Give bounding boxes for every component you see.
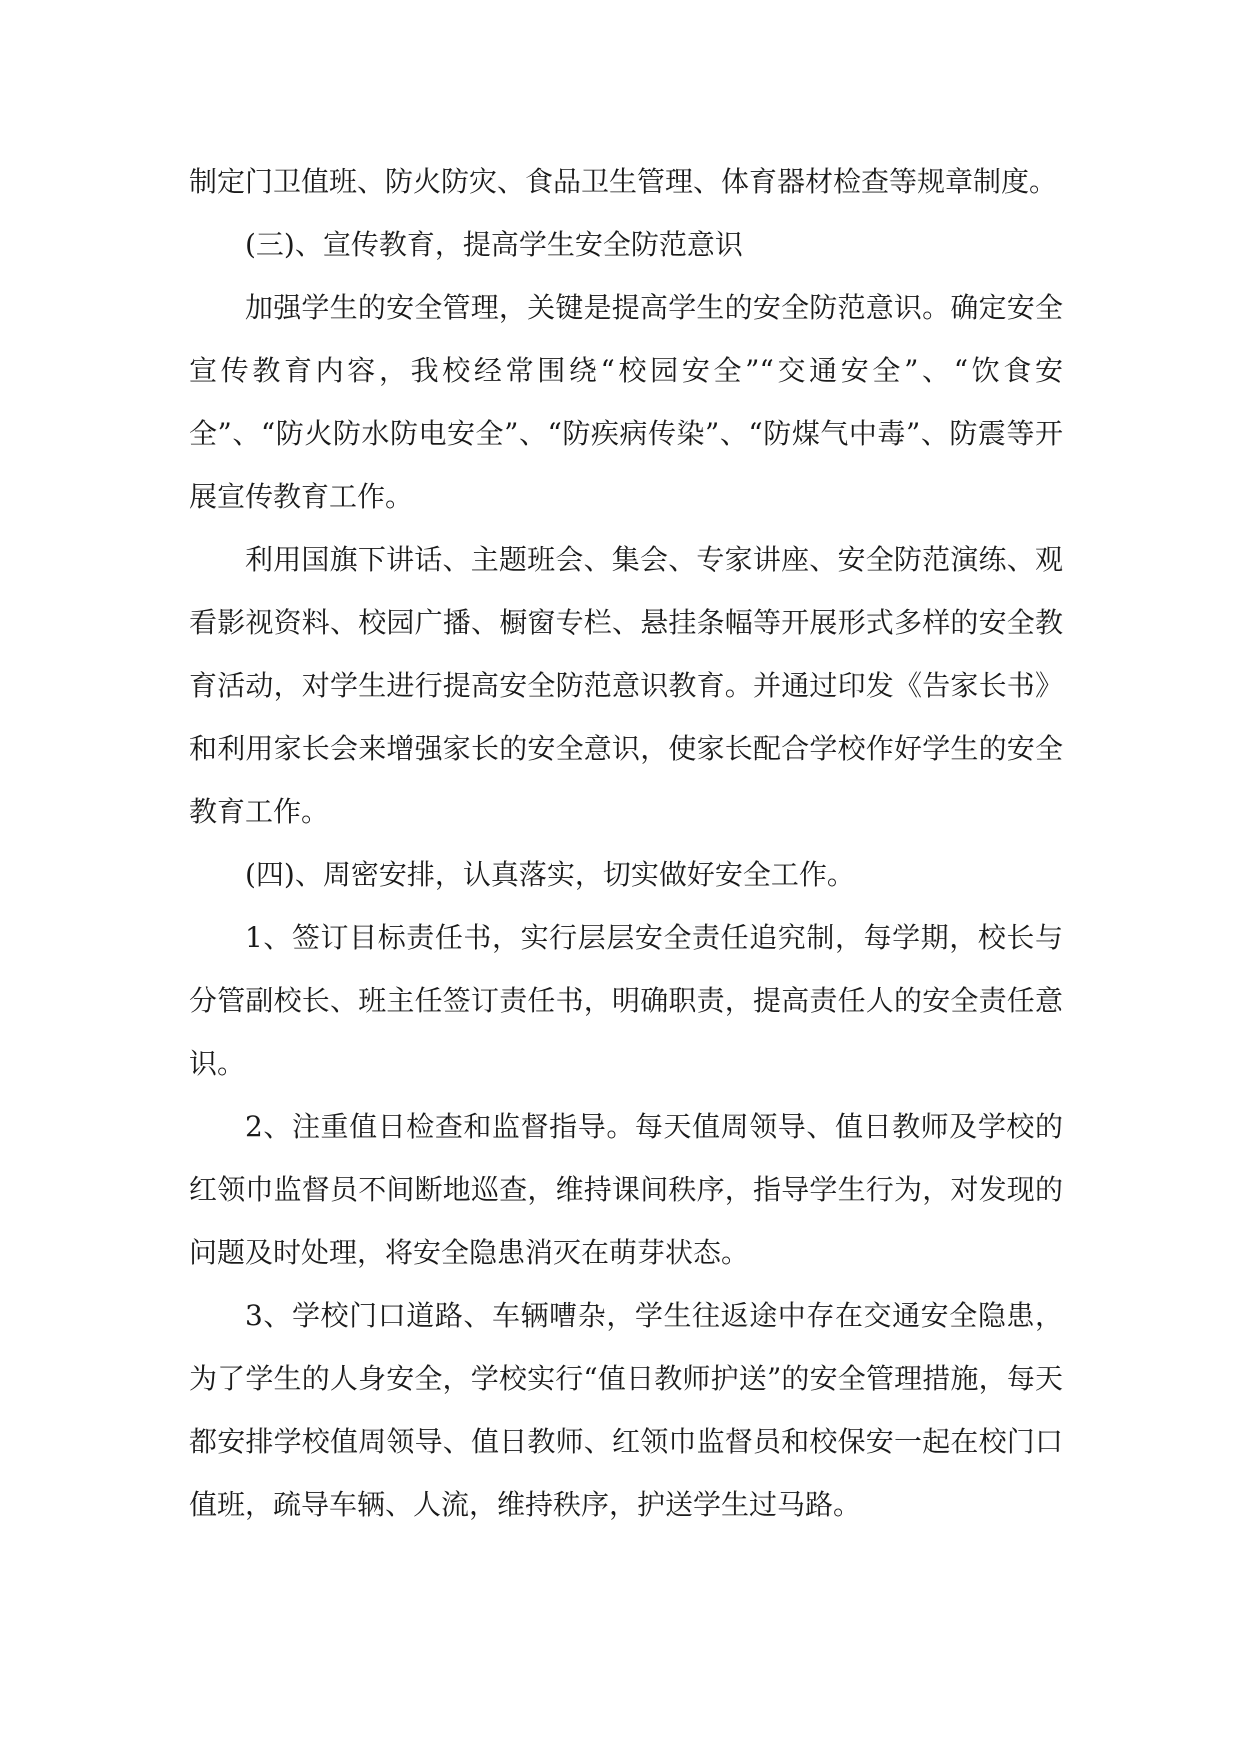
list-item-3: 3、学校门口道路、车辆嘈杂，学生往返途中存在交通安全隐患，为了学生的人身安全，学校实行“值日教师护送”的安全管理措施，每天都安排学校值周领导、值日教师、红领巾监督员和校保安一起在校门口值班，疏导车辆、人流，维持秩序，护送学生过马路。 — [189, 1299, 1063, 1521]
section-heading-3: (三)、宣传教育，提高学生安全防范意识 — [245, 228, 743, 261]
document-body — [189, 150, 1063, 1536]
paragraph-rules-continued: 制定门卫值班、防火防灾、食品卫生管理、体育器材检查等规章制度。 — [189, 165, 1058, 198]
list-item-2: 2、注重值日检查和监督指导。每天值周领导、值日教师及学校的红领巾监督员不间断地巡查，维持课间秩序，指导学生行为，对发现的问题及时处理，将安全隐患消灭在萌芽状态。 — [189, 1110, 1063, 1269]
section-heading-4: (四)、周密安排，认真落实，切实做好安全工作。 — [245, 858, 855, 891]
paragraph-safety-awareness: 加强学生的安全管理，关键是提高学生的安全防范意识。确定安全宣传教育内容，我校经常围绕“校园安全”“交通安全”、“饮食安全”、“防火防水防电安全”、“防疾病传染”、“防煤气中毒”、防震等开展宣传教育工作。 — [189, 291, 1063, 513]
list-item-1: 1、签订目标责任书，实行层层安全责任追究制，每学期，校长与分管副校长、班主任签订责任书，明确职责，提高责任人的安全责任意识。 — [189, 921, 1063, 1080]
paragraph-education-activities: 利用国旗下讲话、主题班会、集会、专家讲座、安全防范演练、观看影视资料、校园广播、橱窗专栏、悬挂条幅等开展形式多样的安全教育活动，对学生进行提高安全防范意识教育。并通过印发《告家长书》和利用家长会来增强家长的安全意识，使家长配合学校作好学生的安全教育工作。 — [189, 543, 1063, 828]
